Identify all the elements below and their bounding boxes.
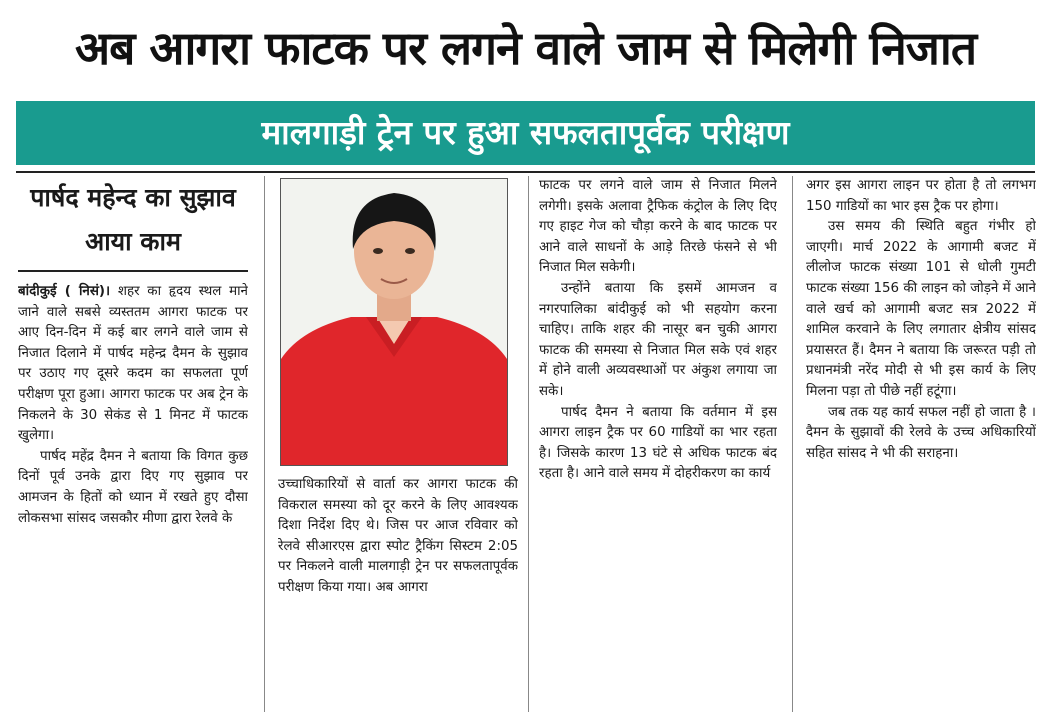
paragraph: अगर इस आगरा लाइन पर होता है तो लगभग 150 गाडियों का भार इस ट्रैक पर होगा।	[806, 178, 1036, 214]
top-divider	[16, 171, 1035, 173]
article-column-1	[18, 282, 248, 712]
article-column-3	[539, 176, 777, 716]
paragraph: उच्चाधिकारियों से वार्ता कर आगरा फाटक की विकराल समस्या को दूर करने के लिए आवश्यक दिशा निर्देश दिए थे। जिस पर आज रविवार को रेलवे सीआरएस द्वारा स्पोट ट्रैकिंग सिस्टम 2:05 पर निकलने वाली मालगाड़ी ट्रेन पर सफलतापूर्वक परीक्षण किया गया। अब आगरा	[278, 477, 518, 595]
paragraph: जब तक यह कार्य सफल नहीं हो जाता है । दैमन के सुझावों की रेलवे के उच्च अधिकारियों सहित सांसद ने भी की सराहना।	[806, 404, 1036, 461]
headline: अब आगरा फाटक पर लगने वाले जाम से मिलेगी निजात	[74, 21, 977, 75]
column-divider	[792, 176, 793, 712]
portrait-illustration	[281, 179, 507, 465]
dateline: बांदीकुई ( निसं)।	[18, 284, 111, 299]
paragraph: पार्षद महेंद्र दैमन ने बताया कि विगत कुछ दिनों पूर्व उनके द्वारा दिए गए सुझाव पर आमजन के हितों को ध्यान में रखते हुए दौसा लोकसभा सांसद जसकौर मीणा द्वारा रेलवे के	[18, 448, 248, 526]
article-column-2	[278, 475, 518, 715]
paragraph: फाटक पर लगने वाले जाम से निजात मिलने लगेगी। इसके अलावा ट्रैफिक कंट्रोल के लिए दिए गए हाइट गेज को चौड़ा करने के बाद फाटक पर आने वाले साधनों के आड़े तिरछे फंसने से भी निजात मिल सकेगी।	[539, 178, 777, 276]
paragraph: उन्होंने बताया कि इसमें आमजन व नगरपालिका बांदीकुई को भी सहयोग करना चाहिए। ताकि शहर की नासूर बन चुकी आगरा फाटक की समस्या से निजात मिल सके एवं शहर में होने वाली अव्यवस्थाओं पर अंकुश लगाया जा सके।	[539, 280, 777, 399]
councillor-photo	[280, 178, 508, 466]
side-heading: पार्षद महेन्द का सुझाव आया काम	[30, 183, 236, 256]
column-divider	[264, 176, 265, 712]
subheadline: मालगाड़ी ट्रेन पर हुआ सफलतापूर्वक परीक्षण	[261, 113, 790, 152]
paragraph: उस समय की स्थिति बहुत गंभीर हो जाएगी। मार्च 2022 के आगामी बजट में लीलोज फाटक संख्या 101 से धोली गुमटी फाटक संख्या 156 की लाइन को जोड़ने में आने वाले खर्च को आगामी बजट सत्र 2022 में शामिल करवाने के लिए लगातार क्षेत्रीय सांसद प्रयासरत हैं। दैमन ने बताया कि जरूरत पड़ी तो प्रधानमंत्री नरेंद मोदी से भी इस कार्य के लिए मिलना पड़ा तो पीछे नहीं हटूंगा।	[806, 219, 1036, 399]
paragraph	[18, 282, 248, 447]
column-divider	[528, 176, 529, 712]
paragraph: पार्षद दैमन ने बताया कि वर्तमान में इस आगरा लाइन ट्रैक पर 60 गाडियों का भार रहता है। जिसके कारण 13 घंटे से अधिक फाटक बंद रहता है। आने वाले समय में दोहरीकरण का कार्य	[539, 404, 777, 482]
side-heading-divider	[18, 270, 248, 272]
subheadline-banner	[16, 101, 1035, 165]
paragraph-text: शहर का हृदय स्थल माने जाने वाले सबसे व्यस्ततम आगरा फाटक पर आए दिन-दिन में कई बार लगने वाले जाम से निजात दिलाने में पार्षद महेन्द्र दैमन के सुझाव पर उठाए गए दूसरे कदम का सफलता पूर्ण परीक्षण पूरा हुआ। आगरा फाटक पर अब ट्रेन के निकलने के 30 सेकंड से 1 मिनट में फाटक खुलेगा।	[18, 284, 248, 444]
article-column-4	[806, 176, 1036, 706]
